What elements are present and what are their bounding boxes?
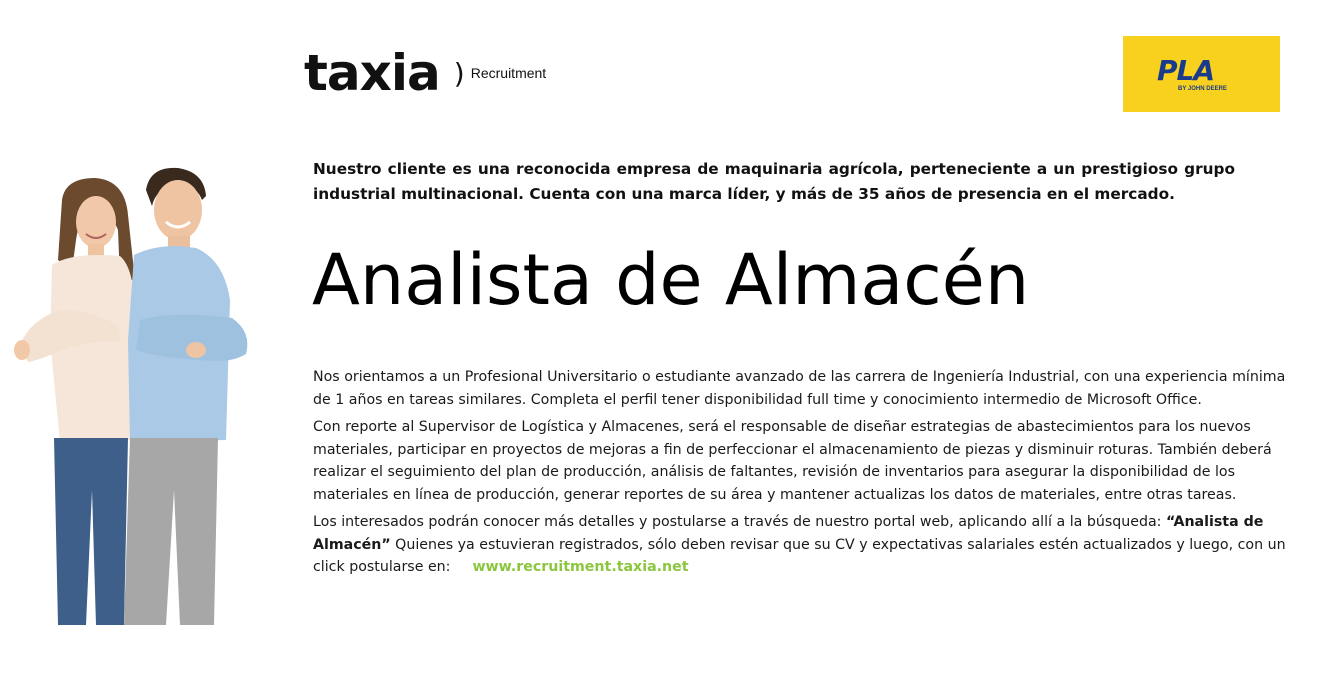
company-intro: Nuestro cliente es una reconocida empresa de maquinaria agrícola, perteneciente a un prestigioso grupo industrial multinacional. Cuenta con una marca líder, y más de 35 años de presencia en el mercado. [313,160,1235,203]
logo-paren-icon: ) [453,56,465,90]
job-title: Analista de Almacén [312,239,1030,321]
application-paragraph [313,511,1303,579]
man-figure [124,168,247,625]
pla-logo-sub: BY JOHN DEERE [1178,86,1227,92]
couple-photo [0,160,270,625]
taxia-wordmark: taxia [304,44,440,102]
recruitment-portal-link[interactable]: www.recruitment.taxia.net [472,559,689,575]
logo-subtitle: Recruitment [470,65,547,81]
profile-paragraph: Nos orientamos a un Profesional Universitario o estudiante avanzado de las carrera de Ingeniería Industrial, con una experiencia mínima de 1 años en tareas similares. Completa el perfil tener disponibilidad full time y conocimiento intermedio de Microsoft Office. [313,369,1286,408]
woman-figure [14,178,135,625]
job-description [313,366,1303,584]
pla-logo-mark: PLA [1157,54,1215,87]
application-search-term: “Analista de Almacén” [313,514,1264,553]
responsibilities-paragraph: Con reporte al Supervisor de Logística y Almacenes, será el responsable de diseñar estrategias de abastecimientos para los nuevos materiales, participar en proyectos de mejoras a fin de perfeccionar el almacenamiento de piezas y disminuir roturas. También deberá realizar el seguimiento del plan de producción, análisis de faltantes, revisión de inventarios para asegurar la disponibilidad de los materiales en línea de producción, generar reportes de su área y mantener actualizas los datos de materiales, entre otras tareas. [313,419,1272,503]
taxia-logo [304,44,547,102]
application-text: Los interesados podrán conocer más detalles y postularse a través de nuestro portal web, aplicando allí a la búsqueda: [313,514,1166,530]
application-text-rest: Quienes ya estuvieran registrados, sólo deben revisar que su CV y expectativas salariales estén actualizados y luego, con un click postularse en: [313,536,1286,575]
pla-john-deere-logo [1123,36,1280,112]
